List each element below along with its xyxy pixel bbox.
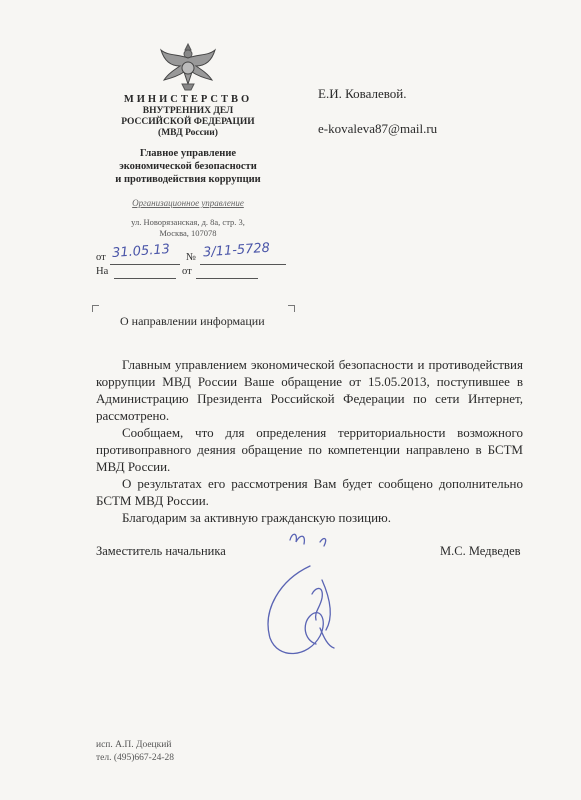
org-line-russian-federation: РОССИЙСКОЙ ФЕДЕРАЦИИ xyxy=(121,117,255,127)
recipient-email: e-kovaleva87@mail.ru xyxy=(318,121,438,136)
executor-name: исп. А.П. Доецкий xyxy=(96,740,172,750)
recipient-name: Е.И. Ковалевой. xyxy=(318,86,407,101)
body-paragraph: Благодарим за активную гражданскую позицию. xyxy=(122,510,391,525)
date-label: от xyxy=(96,252,106,263)
subject-line: О направлении информации xyxy=(120,314,265,328)
mvd-emblem-icon xyxy=(158,36,218,96)
organization-block xyxy=(88,94,288,239)
reference-line xyxy=(114,278,176,279)
address-line-1: ул. Новорязанская, д. 8а, стр. 3, xyxy=(131,217,245,227)
executor-info xyxy=(96,739,174,765)
subject-corner-top-right xyxy=(288,305,295,312)
address-line-2: Москва, 107078 xyxy=(159,228,217,238)
reference-date-line xyxy=(196,278,258,279)
signer-title: Заместитель начальника xyxy=(96,544,226,558)
handwritten-date: 31.05.13 xyxy=(111,241,171,262)
signer-name: М.С. Медведев xyxy=(440,544,521,558)
number-line xyxy=(200,264,286,265)
number-label: № xyxy=(186,252,197,263)
reference-date-label: от xyxy=(182,266,192,277)
subdepartment-name: Организационное управление xyxy=(132,198,244,208)
reference-row xyxy=(96,266,296,280)
department-line-1: Главное управление xyxy=(139,148,237,159)
org-line-ministry: МИНИСТЕРСТВО xyxy=(123,94,253,105)
letter-body xyxy=(96,356,523,526)
body-paragraph: Главным управлением экономической безопасности и противодействия коррупции МВД России Ваше обращение от 15.05.2013, поступившее в Администрацию Президента Российской Федерации по сети Интернет, рассмотрено. xyxy=(96,357,523,423)
org-line-abbreviation: (МВД России) xyxy=(158,128,218,138)
executor-phone: тел. (495)667-24-28 xyxy=(96,753,175,763)
date-line xyxy=(110,264,180,265)
department-line-2: экономической безопасности xyxy=(119,161,257,172)
department-name xyxy=(88,147,288,186)
handwritten-number: 3/11-5728 xyxy=(202,240,271,261)
department-line-3: и противодействия коррупции xyxy=(115,174,261,185)
subject-corner-top-left xyxy=(92,305,99,312)
address xyxy=(88,217,288,239)
body-paragraph: Сообщаем, что для определения территориальности возможного противоправного деяния обращение по компетенции направлено в БСТМ МВД России. xyxy=(96,425,523,474)
reference-label: На xyxy=(96,266,109,277)
body-paragraph: О результатах его рассмотрения Вам будет сообщено дополнительно БСТМ МВД России. xyxy=(96,476,523,508)
handwritten-signature-icon xyxy=(250,520,360,670)
org-line-internal-affairs: ВНУТРЕННИХ ДЕЛ xyxy=(142,106,234,116)
